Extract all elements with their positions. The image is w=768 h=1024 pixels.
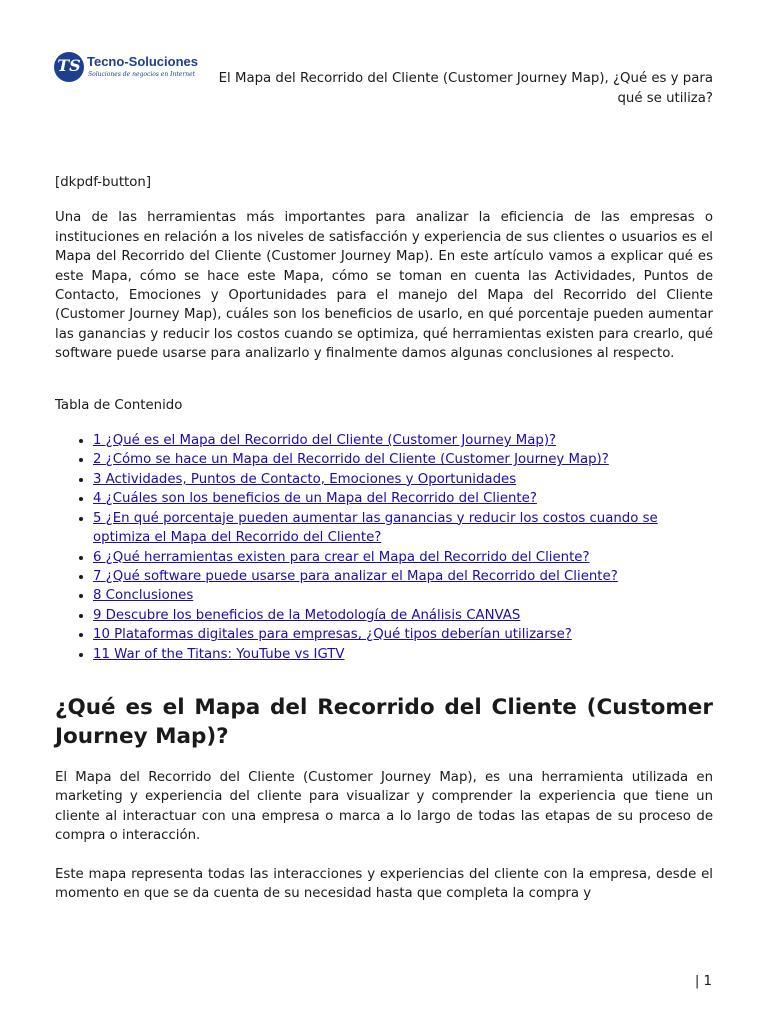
toc-item [93,431,713,450]
pdf-button-shortcode: [dkpdf-button] [55,175,152,190]
toc-item [93,548,713,567]
logo-name: Tecno-Soluciones [87,54,198,69]
intro-paragraph: Una de las herramientas más importantes para analizar la eficiencia de las empresas o instituciones en relación a los niveles de satisfacción y experiencia de sus clientes o usuarios es el Mapa del Recorrido del Cliente (Customer Journey Map). En este artículo vamos a explicar qué es este Mapa, cómo se hace este Mapa, cómo se toman en cuenta las Actividades, Puntos de Contacto, Emociones y Oportunidades para el manejo del Mapa del Recorrido del Cliente (Customer Journey Map), cuáles son los beneficios de usarlo, en qué porcentaje pueden aumentar las ganancias y reducir los costos cuando se optimiza, qué herramientas existen para crearlo, qué software puede usarse para analizarlo y finalmente damos algunas conclusiones al respecto. [55,210,713,362]
toc-link-4[interactable]: 4 ¿Cuáles son los beneficios de un Mapa del Recorrido del Cliente? [93,491,537,507]
toc-title: Tabla de Contenido [55,397,183,413]
toc-item [93,450,713,469]
toc-item [93,470,713,489]
document-body [55,173,713,922]
table-of-contents [55,431,713,664]
toc-link-9[interactable]: 9 Descubre los beneficios de la Metodología de Análisis CANVAS [93,607,521,623]
toc-link-11[interactable]: 11 War of the Titans: YouTube vs IGTV [93,646,345,662]
toc-item [93,586,713,605]
toc-item [93,606,713,625]
toc-link-3[interactable]: 3 Actividades, Puntos de Contacto, Emociones y Oportunidades [93,471,517,487]
toc-link-2[interactable]: 2 ¿Cómo se hace un Mapa del Recorrido del Cliente (Customer Journey Map)? [93,452,609,468]
toc-link-6[interactable]: 6 ¿Qué herramientas existen para crear el Mapa del Recorrido del Cliente? [93,549,590,565]
toc-item [93,625,713,644]
page-number: | 1 [694,974,712,989]
toc-item [93,567,713,586]
section-paragraph-1: El Mapa del Recorrido del Cliente (Customer Journey Map), es una herramienta utilizada en marketing y experiencia del cliente para visualizar y comprender la experiencia que tiene un cliente al interactuar con una empresa o marca a lo largo de todas las etapas de su proceso de compra o interacción. [55,769,713,844]
logo-monogram: TS [57,56,81,75]
logo-tagline: Soluciones de negocios en Internet [88,71,196,78]
toc-item [93,645,713,664]
toc-link-5[interactable]: 5 ¿En qué porcentaje pueden aumentar las ganancias y reducir los costos cuando se optimiza el Mapa del Recorrido del Cliente? [93,510,658,546]
toc-item [93,509,713,548]
toc-link-7[interactable]: 7 ¿Qué software puede usarse para analizar el Mapa del Recorrido del Cliente? [93,568,618,584]
toc-item [93,489,713,508]
toc-link-10[interactable]: 10 Plataformas digitales para empresas, ¿Qué tipos deberían utilizarse? [93,627,572,643]
page-header [0,0,768,120]
header-title: El Mapa del Recorrido del Cliente (Customer Journey Map), ¿Qué es y para qué se utiliza? [218,71,713,106]
section-paragraph-2: Este mapa representa todas las interacciones y experiencias del cliente con la empresa, desde el momento en que se da cuenta de su necesidad hasta que completa la compra y [55,866,713,901]
tecno-soluciones-logo [54,50,204,84]
section-heading: ¿Qué es el Mapa del Recorrido del Cliente (Customer Journey Map)? [55,694,713,749]
toc-link-1[interactable]: 1 ¿Qué es el Mapa del Recorrido del Cliente (Customer Journey Map)? [93,433,557,449]
toc-link-8[interactable]: 8 Conclusiones [93,588,194,604]
logo-monogram-icon [54,52,84,82]
